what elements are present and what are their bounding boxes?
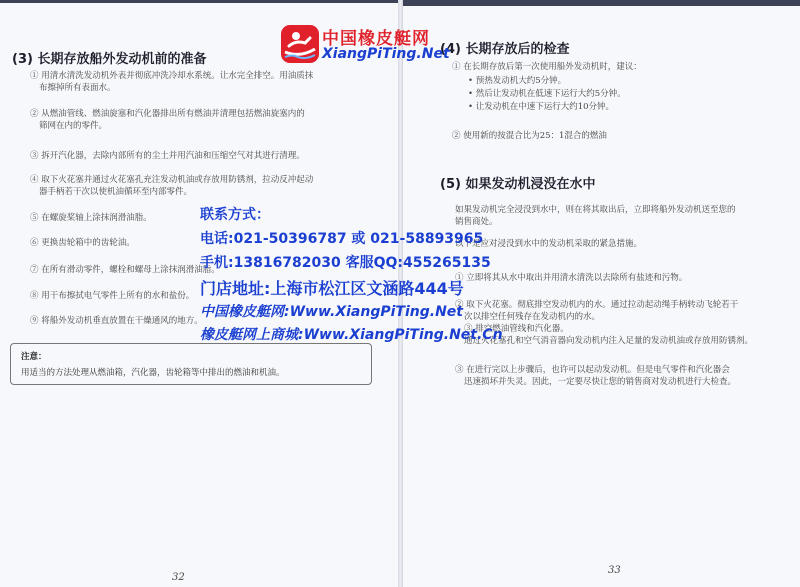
watermark-site-link[interactable]: 中国橡皮艇网:Www.XiangPiTing.Net bbox=[200, 304, 463, 320]
logo-name-cn: 中国橡皮艇网 bbox=[322, 29, 430, 49]
left-item-6-line-1: ⑥ 更换齿轮箱中的齿轮油。 bbox=[30, 238, 135, 248]
header-bar-left bbox=[0, 0, 398, 3]
right-s4-item-1-line-1: ① 在长期存放后第一次使用船外发动机时，建议： bbox=[452, 62, 642, 72]
right-s5-item-1 bbox=[455, 272, 687, 284]
watermark-phone: 电话:021-50396787 或 021-58893965 bbox=[200, 231, 484, 247]
right-s5-item-3 bbox=[455, 364, 736, 388]
right-s4-item-1 bbox=[452, 61, 642, 73]
right-s4-bullet-2-text: • 然后让发动机在低速下运行大约5分钟。 bbox=[468, 89, 626, 99]
right-page-number: 33 bbox=[608, 565, 621, 576]
watermark-address: 门店地址:上海市松江区文涵路444号 bbox=[200, 279, 464, 298]
right-section5-title: (5) 如果发动机浸没在水中 bbox=[440, 177, 596, 192]
right-s4-item-2 bbox=[452, 130, 607, 142]
left-item-9 bbox=[30, 315, 203, 327]
logo-name-en: XiangPiTing.Net bbox=[322, 46, 450, 62]
right-s5-item-2-line-3: ③ 排空燃油管线和汽化器。 bbox=[464, 324, 569, 334]
caution-title: 注意： bbox=[21, 352, 47, 362]
left-item-1-line-1: ① 用清水清洗发动机外表并彻底冲洗冷却水系统。让水完全排空。用油质抹 bbox=[30, 71, 314, 81]
watermark-contact-title: 联系方式： bbox=[200, 207, 270, 223]
left-item-7-line-1: ⑦ 在所有滑动零件，螺栓和螺母上涂抹润滑油脂。 bbox=[30, 265, 220, 275]
caution-body: 用适当的方法处理从燃油箱，汽化器，齿轮箱等中排出的燃油和机油。 bbox=[21, 368, 285, 378]
header-bar-right bbox=[403, 0, 800, 6]
right-s4-bullet-1-text: • 预热发动机大约5分钟。 bbox=[468, 76, 567, 86]
right-s4-item-2-line-1: ② 使用新的按混合比为25：1混合的燃油 bbox=[452, 131, 607, 141]
right-s4-bullet-3-text: • 让发动机在中速下运行大约10分钟。 bbox=[468, 102, 615, 112]
left-section-title: (3) 长期存放船外发动机前的准备 bbox=[12, 52, 207, 67]
left-item-9-line-1: ⑨ 将船外发动机垂直放置在干燥通风的地方。 bbox=[30, 316, 203, 326]
left-item-3 bbox=[30, 150, 305, 162]
left-item-8-line-1: ⑧ 用干布擦拭电气零件上所有的水和盐份。 bbox=[30, 291, 195, 301]
boat-logo-icon bbox=[280, 24, 320, 64]
right-s5-item-1-line-1: ① 立即将其从水中取出并用清水清洗以去除所有盐迹和污物。 bbox=[455, 273, 688, 283]
left-item-5-line-1: ⑤ 在螺旋桨轴上涂抹润滑油脂。 bbox=[30, 213, 152, 223]
right-s4-bullet-2 bbox=[468, 88, 626, 100]
right-s5-intro-line-3: 以下是应对浸没到水中的发动机采取的紧急措施。 bbox=[455, 239, 643, 249]
right-s4-bullet-3 bbox=[468, 101, 614, 113]
left-item-5 bbox=[30, 212, 152, 224]
right-s4-bullet-1 bbox=[468, 75, 566, 87]
site-logo bbox=[278, 24, 450, 68]
right-s5-intro-line-2: 销售商处。 bbox=[455, 217, 498, 227]
left-item-6 bbox=[30, 237, 135, 249]
left-item-1 bbox=[30, 70, 313, 94]
left-item-4-line-1: ④ 取下火花塞并通过火花塞孔充注发动机油或存放用防锈剂，拉动反冲起动 bbox=[30, 175, 314, 185]
right-s5-item-2-line-2: 次以排空任何残存在发动机内的水。 bbox=[464, 312, 601, 322]
left-item-3-line-1: ③ 拆开汽化器，去除内部所有的尘土并用汽油和压缩空气对其进行清理。 bbox=[30, 151, 305, 161]
right-s5-item-3-line-1: ③ 在进行完以上步骤后，也许可以起动发动机。但是电气零件和汽化器会 bbox=[455, 365, 730, 375]
left-item-4 bbox=[30, 174, 313, 198]
right-s5-item-3-line-2: 迅速损坏并失灵。因此，一定要尽快让您的销售商对发动机进行大检查。 bbox=[464, 377, 737, 387]
right-s5-intro bbox=[455, 204, 736, 250]
right-section4-title: (4) 长期存放后的检查 bbox=[440, 42, 570, 57]
left-item-2-line-1: ② 从燃油管线、燃油旋塞和汽化器排出所有燃油并清理包括燃油旋塞内的 bbox=[30, 109, 305, 119]
left-page-number: 32 bbox=[172, 572, 185, 583]
right-s5-item-2-line-1: ② 取下火花塞。彻底排空发动机内的水。通过拉动起动绳手柄转动飞轮若干 bbox=[455, 300, 739, 310]
watermark-shop-link[interactable]: 橡皮艇网上商城:Www.XiangPiTing.Net.Cn bbox=[200, 327, 503, 343]
left-item-4-line-2: 器手柄若干次以使机油循环至内部零件。 bbox=[39, 187, 193, 197]
right-s5-item-2-line-4: 通过火花塞孔和空气消音器向发动机内注入足量的发动机油或存放用防锈剂。 bbox=[464, 336, 754, 346]
left-item-1-line-2: 布擦掉所有表面水。 bbox=[39, 83, 116, 93]
left-item-2-line-2: 筛网在内的零件。 bbox=[39, 121, 108, 131]
caution-box bbox=[10, 343, 372, 385]
left-item-7 bbox=[30, 264, 220, 276]
right-s5-intro-line-1: 如果发动机完全浸没到水中，则在将其取出后，立即将船外发动机送至您的 bbox=[455, 205, 736, 215]
left-item-2 bbox=[30, 108, 305, 132]
watermark-mobile: 手机:13816782030 客服QQ:455265135 bbox=[200, 255, 491, 271]
left-item-8 bbox=[30, 290, 194, 302]
